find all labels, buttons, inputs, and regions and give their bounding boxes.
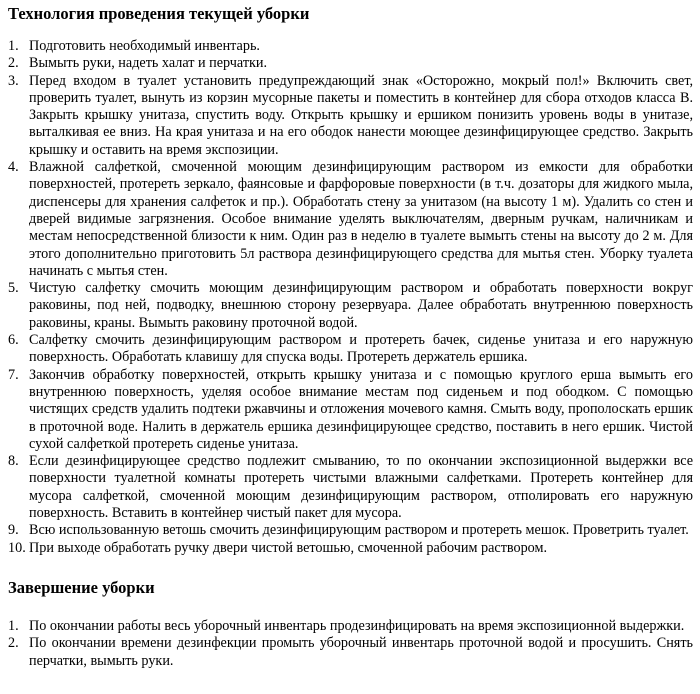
item-number: 10. (8, 539, 26, 556)
item-text: Закончив обработку поверхностей, открыть крышку унитаза и с помощью круглого ерша вымыть его внутреннюю поверхность, уделяя особое внимание местам под сиденьем и под ободком. С помощью чистящих средств удалить подтеки ржавчины и отложения мочевого камня. Смыть воду, прополоскать ершик в проточной воде. Налить в держатель ершика дезинфицирующее средство, поставить в него ершик. Чистой сухой салфеткой протереть сиденье унитаза. (29, 366, 693, 452)
item-text: Влажной салфеткой, смоченной моющим дезинфицирующим раствором из емкости для обработки поверхностей, протереть зеркало, фаянсовые и фарфоровые поверхности (в т.ч. дозаторы для жидкого мыла, диспенсеры для хранения салфеток и пр.). Обработать стену за унитазом (на высоту 1 м). Удалить со стен и дверей видимые загрязнения. Особое внимание уделять выключателям, дверным ручкам, наличникам и местам непосредственной близости к ним. Один раз в неделю в туалете вымыть стены на высоту до 2 м. Для этого дополнительно приготовить 5л раствора дезинфицирующего средства для мытья стен. Уборку туалета начинать с мытья стен. (29, 159, 693, 279)
item-number: 2. (8, 55, 19, 72)
item-number: 1. (8, 38, 19, 54)
item-text: Перед входом в туалет установить предупреждающий знак «Осторожно, мокрый пол!» Включить свет, проверить туалет, вынуть из корзин мусорные пакеты и поместить в контейнер для сбора отходов класса В. Закрыть крышку унитаза, спустить воду. Открыть крышку и ершиком понизить уровень воды в унитазе, выталкивая ее вниз. На края унитаза и на его ободок нанести моющее дезинфицирующее средство. Закрыть крышку и оставить на время экспозиции. (29, 72, 693, 158)
item-text: Всю использованную ветошь смочить дезинфицирующим раствором и протереть мешок. Проветрить туалет. (29, 522, 689, 539)
list-item (0, 540, 693, 557)
item-text: При выходе обработать ручку двери чистой ветошью, смоченной рабочим раствором. (29, 539, 548, 556)
item-text: Подготовить необходимый инвентарь. (29, 38, 260, 54)
item-number: 9. (8, 522, 19, 539)
list-item (0, 618, 693, 635)
list-item (0, 453, 693, 522)
list-item (0, 367, 693, 453)
section-title-cleaning-completion: Завершение уборки (8, 578, 155, 597)
item-text: Если дезинфицирующее средство подлежит смыванию, то по окончании экспозиционной выдержки все поверхности туалетной комнаты протереть чистыми влажными салфетками. Протереть контейнер для мусора салфеткой, смоченной моющим дезинфицирующим раствором, отполировать его наружную поверхность. Вставить в контейнер чистый пакет для мусора. (29, 453, 693, 522)
item-number: 6. (8, 332, 19, 349)
list-item (0, 522, 693, 539)
item-text: По окончании работы весь уборочный инвентарь продезинфицировать на время экспозиционной выдержки. (29, 618, 685, 634)
item-text: По окончании времени дезинфекции промыть уборочный инвентарь проточной водой и просушить. Снять перчатки, вымыть руки. (29, 635, 693, 669)
list-item (0, 38, 693, 55)
item-text: Чистую салфетку смочить моющим дезинфицирующим раствором и обработать поверхности вокруг раковины, под ней, подводку, внешнюю сторону резервуара. Далее обработать внутреннюю поверхность раковины, краны. Вымыть раковину проточной водой. (29, 280, 693, 331)
current-cleaning-steps (0, 38, 693, 557)
item-number: 4. (8, 159, 19, 176)
item-number: 2. (8, 635, 19, 652)
item-number: 1. (8, 618, 19, 634)
cleaning-completion-steps (0, 618, 693, 670)
list-item (0, 55, 693, 72)
item-number: 8. (8, 453, 19, 470)
list-item (0, 159, 693, 280)
item-number: 5. (8, 280, 19, 297)
list-item (0, 635, 693, 670)
list-item (0, 73, 693, 159)
item-text: Салфетку смочить дезинфицирующим раствором и протереть бачек, сиденье унитаза и его наружную поверхность. Обработать клавишу для спуска воды. Протереть держатель ершика. (29, 332, 693, 366)
item-number: 7. (8, 366, 19, 383)
item-text: Вымыть руки, надеть халат и перчатки. (29, 55, 268, 72)
item-number: 3. (8, 72, 19, 89)
list-item (0, 280, 693, 332)
section-title-current-cleaning: Технология проведения текущей уборки (8, 4, 310, 23)
list-item (0, 332, 693, 367)
